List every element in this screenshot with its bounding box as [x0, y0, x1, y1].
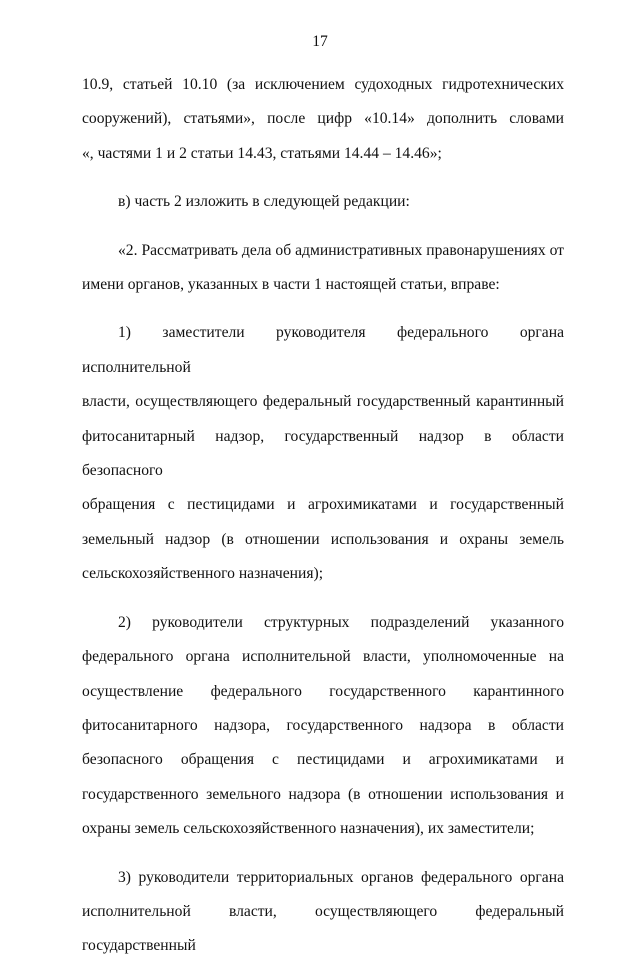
text-line: в) часть 2 изложить в следующей редакции: — [118, 193, 410, 211]
text-line: 3) руководители территориальных органов федерального органа — [118, 868, 564, 886]
text-line: фитосанитарный надзор, государственный надзор в области безопасного — [82, 427, 564, 480]
text-line: 2) руководители структурных подразделений указанного — [118, 613, 564, 631]
text-line: фитосанитарного надзора, государственного надзора в области — [82, 716, 564, 734]
text-line: безопасного обращения с пестицидами и агрохимикатами и — [82, 751, 564, 769]
text-line: 10.9, статьей 10.10 (за исключением судоходных гидротехнических — [82, 76, 564, 93]
text-line: обращения с пестицидами и агрохимикатами и государственный — [82, 496, 564, 514]
text-line: «, частями 1 и 2 статьи 14.43, статьями 14.44 – 14.46»; — [82, 144, 442, 162]
text-line: федерального органа исполнительной власти, уполномоченные на — [82, 648, 564, 666]
text-line: сельскохозяйственного назначения); — [82, 565, 324, 583]
text-line: охраны земель сельскохозяйственного назначения), их заместители; — [82, 820, 535, 838]
page-number: 17 — [312, 33, 328, 50]
text-line: земельный надзор (в отношении использования и охраны земель — [82, 530, 564, 548]
text-line: имени органов, указанных в части 1 настоящей статьи, вправе: — [82, 276, 500, 294]
text-line: осуществление федерального государственного карантинного — [82, 682, 564, 700]
text-line: сооружений), статьями», после цифр «10.14» дополнить словами — [82, 110, 564, 128]
text-line: исполнительной власти, осуществляющего федеральный государственный — [82, 902, 564, 955]
text-line: «2. Рассматривать дела об административных правонарушениях от — [118, 241, 564, 259]
text-line: государственного земельного надзора (в отношении использования и — [82, 785, 564, 803]
document-body — [82, 68, 564, 964]
text-line: 1) заместители руководителя федерального органа исполнительной — [82, 324, 564, 376]
text-line: власти, осуществляющего федеральный государственный карантинный — [82, 393, 564, 411]
